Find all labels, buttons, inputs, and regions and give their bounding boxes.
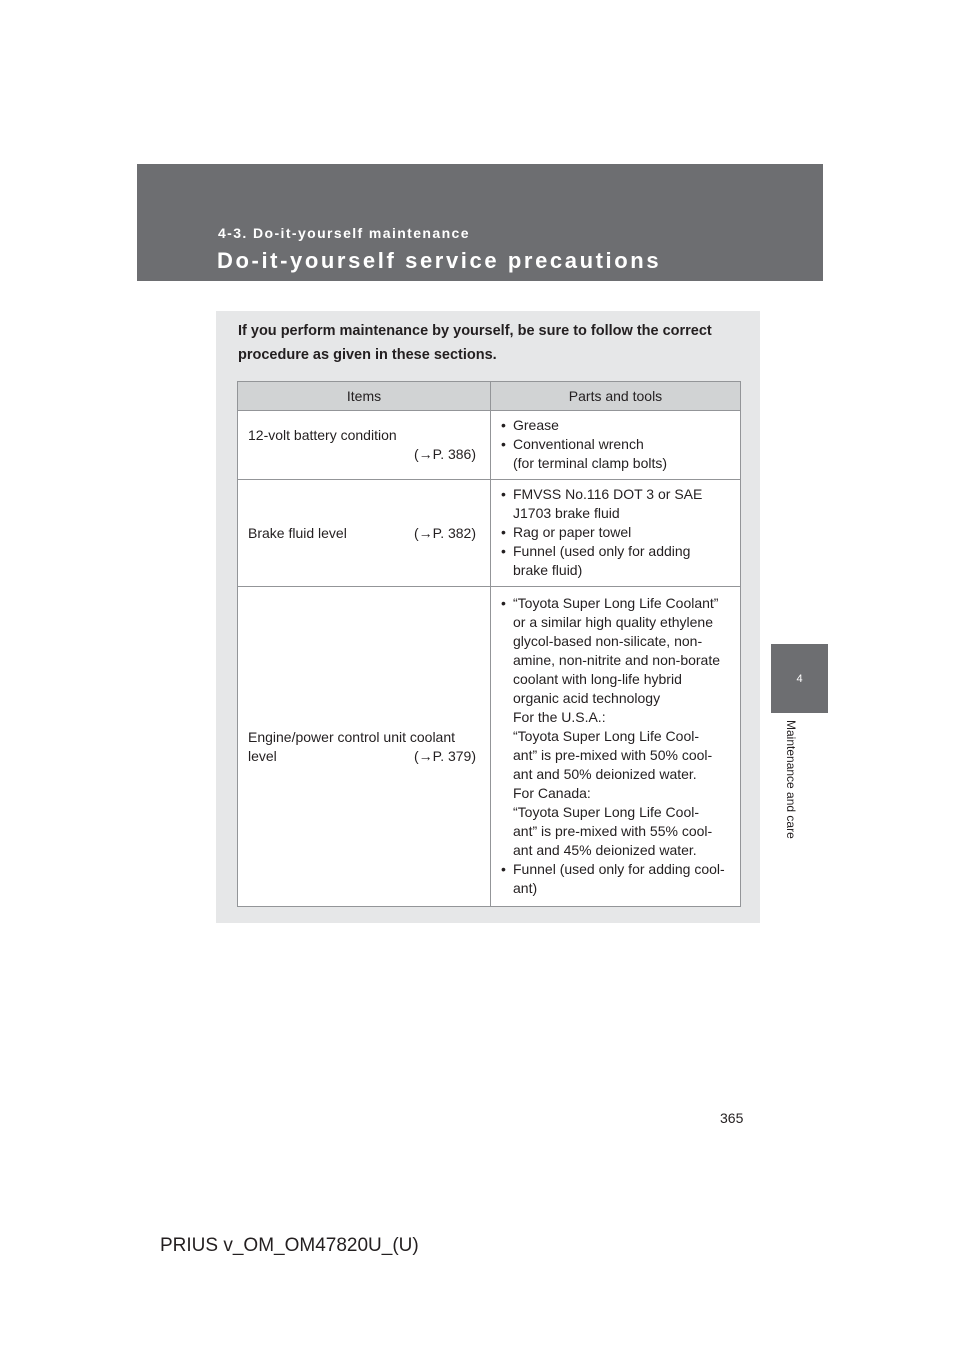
table-row	[238, 480, 741, 587]
section-label: 4-3. Do-it-yourself maintenance	[218, 225, 470, 241]
parts-list-item	[501, 542, 740, 580]
item-row	[248, 524, 476, 543]
parts-text: ant and 45% deionized water.	[513, 842, 697, 858]
parts-text: • Funnel (used only for adding cool-	[513, 861, 725, 877]
parts-text: • Funnel (used only for adding	[513, 543, 691, 559]
parts-cell	[491, 411, 741, 480]
parts-text: ant)	[513, 880, 538, 896]
parts-text: brake fluid)	[513, 562, 583, 578]
header-items: Items	[238, 382, 491, 411]
item-cell	[238, 411, 491, 480]
parts-text: For the U.S.A.:	[513, 709, 606, 725]
parts-text: ant” is pre-mixed with 50% cool-	[513, 747, 713, 763]
chapter-number: 4	[796, 672, 803, 685]
parts-text: “Toyota Super Long Life Cool-	[513, 728, 699, 744]
parts-list	[501, 485, 740, 580]
parts-text: J1703 brake fluid	[513, 505, 620, 521]
chapter-tab	[771, 644, 828, 713]
parts-text: For Canada:	[513, 785, 591, 801]
parts-text: • Rag or paper towel	[513, 524, 632, 540]
parts-list-item	[501, 594, 740, 860]
intro-text: If you perform maintenance by yourself, be sure to follow the correct procedure as given in these sections.	[238, 323, 712, 363]
item-name: Engine/power control unit coolant	[248, 728, 456, 745]
parts-text: • Grease	[513, 417, 559, 433]
parts-text: • “Toyota Super Long Life Coolant”	[513, 595, 719, 611]
parts-list-item	[501, 435, 740, 473]
parts-text: coolant with long-life hybrid	[513, 671, 682, 687]
table-header-row	[238, 382, 741, 411]
header-band	[137, 164, 823, 281]
item-cell	[238, 587, 491, 907]
table-row	[238, 587, 741, 907]
item-name: level	[248, 747, 277, 764]
page-reference: (→P. 382)	[414, 524, 476, 541]
parts-text: • FMVSS No.116 DOT 3 or SAE	[513, 486, 703, 502]
page-number: 365	[720, 1110, 744, 1126]
item-row	[248, 747, 476, 766]
parts-text: • Conventional wrench	[513, 436, 644, 452]
item-name: 12-volt battery condition	[248, 427, 397, 443]
maintenance-table	[237, 381, 741, 907]
chapter-label: Maintenance and care	[784, 720, 798, 839]
parts-text: organic acid technology	[513, 690, 661, 706]
item-name: Brake fluid level	[248, 524, 347, 541]
parts-list-item	[501, 860, 740, 898]
parts-text: (for terminal clamp bolts)	[513, 455, 668, 471]
item-cell	[238, 480, 491, 587]
page-reference: (→P. 379)	[414, 747, 476, 764]
parts-list-item	[501, 523, 740, 542]
page-reference: (→P. 386)	[414, 446, 476, 462]
parts-text: amine, non-nitrite and non-borate	[513, 652, 721, 668]
parts-list	[501, 594, 740, 898]
header-parts-and-tools: Parts and tools	[491, 382, 741, 411]
parts-text: ant” is pre-mixed with 55% cool-	[513, 823, 713, 839]
table-row	[238, 411, 741, 480]
parts-text: “Toyota Super Long Life Cool-	[513, 804, 699, 820]
parts-cell	[491, 480, 741, 587]
parts-text: or a similar high quality ethylene	[513, 614, 713, 630]
content-box	[216, 311, 760, 923]
parts-list-item	[501, 416, 740, 435]
parts-text: glycol-based non-silicate, non-	[513, 633, 703, 649]
footer-code: PRIUS v_OM_OM47820U_(U)	[160, 1235, 419, 1256]
parts-text: ant and 50% deionized water.	[513, 766, 697, 782]
parts-list-item	[501, 485, 740, 523]
parts-cell	[491, 587, 741, 907]
page-title: Do-it-yourself service precautions	[217, 248, 662, 273]
parts-list	[501, 416, 740, 473]
